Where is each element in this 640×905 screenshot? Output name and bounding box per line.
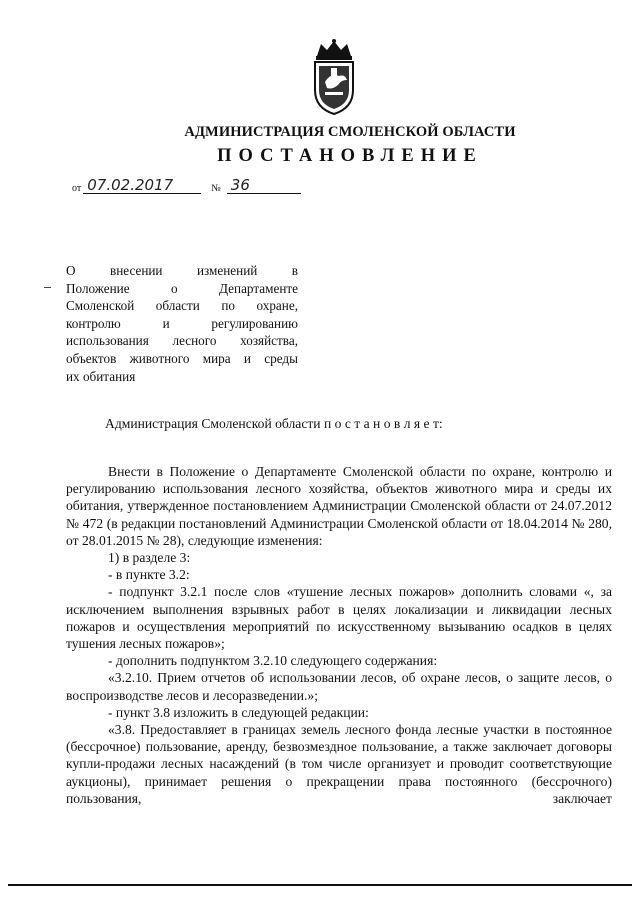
subject-line: О внесении изменений в	[66, 263, 298, 278]
subject-line: контролю и регулированию	[66, 315, 298, 331]
document-type-title: ПОСТАНОВЛЕНИЕ	[217, 146, 483, 166]
subject-line: объектов животного мира и среды	[66, 350, 298, 366]
body-paragraph: «3.8. Предоставляет в границах земель лесного фонда лесные участки в постоянное (бессрочное) пользование, аренду, безвозмездное пользование, а также заключает договоры купли-продажи лесных насаждений (в том числе организует и проводит соответствующие аукционы), принимает решения о прекращении права постоянного (бессрочного) пользования, заключает	[66, 722, 612, 806]
decree-statement: Администрация Смоленской области п о с т а н о в л я е т:	[105, 416, 443, 431]
date-number-line	[72, 174, 301, 194]
document-body	[66, 463, 612, 807]
body-paragraph: - подпункт 3.2.1 после слов «тушение лесных пожаров» дополнить словами «, за исключением выполнения взрывных работ в целях локализации и ликвидации лесных пожаров и осуществления мероприятий по искусственному вызыванию осадков в целях тушения лесных пожаров»;	[66, 584, 612, 652]
subject-line: использования лесного хозяйства,	[66, 333, 298, 349]
handwritten-date: 07.02.2017	[83, 177, 201, 194]
page-bottom-rule	[8, 884, 632, 886]
organization-title: АДМИНИСТРАЦИЯ СМОЛЕНСКОЙ ОБЛАСТИ	[184, 124, 516, 140]
subject-line: их обитания	[66, 368, 136, 384]
body-paragraph: - пункт 3.8 изложить в следующей редакции:	[108, 704, 369, 720]
body-paragraph: - в пункте 3.2:	[108, 567, 190, 583]
subject-line: Положение о Департаменте	[66, 280, 298, 296]
number-label: №	[211, 183, 221, 194]
subject-line: Смоленской области по охране,	[66, 298, 298, 314]
subject-block	[66, 262, 298, 385]
body-paragraph: - дополнить подпунктом 3.2.10 следующего содержания:	[108, 653, 438, 669]
date-from-label: от	[72, 183, 82, 194]
body-paragraph: Внести в Положение о Департаменте Смоленской области по охране, контролю и регулированию использования лесного хозяйства, объектов животного мира и среды их обитания, утвержденное постановлением Администрации Смоленской области от 24.07.2012 № 472 (в редакции постановлений Администрации Смоленской области от 18.04.2014 № 280, от 28.01.2015 № 28), следующие изменения:	[66, 464, 612, 548]
body-paragraph: «3.2.10. Прием отчетов об использовании лесов, об охране лесов, о защите лесов, о воспроизводстве лесов и лесоразведении.»;	[66, 670, 612, 703]
body-paragraph: 1) в разделе 3:	[108, 550, 191, 566]
margin-mark	[44, 287, 51, 288]
coat-of-arms-emblem	[303, 38, 365, 116]
handwritten-number: 36	[227, 177, 301, 194]
